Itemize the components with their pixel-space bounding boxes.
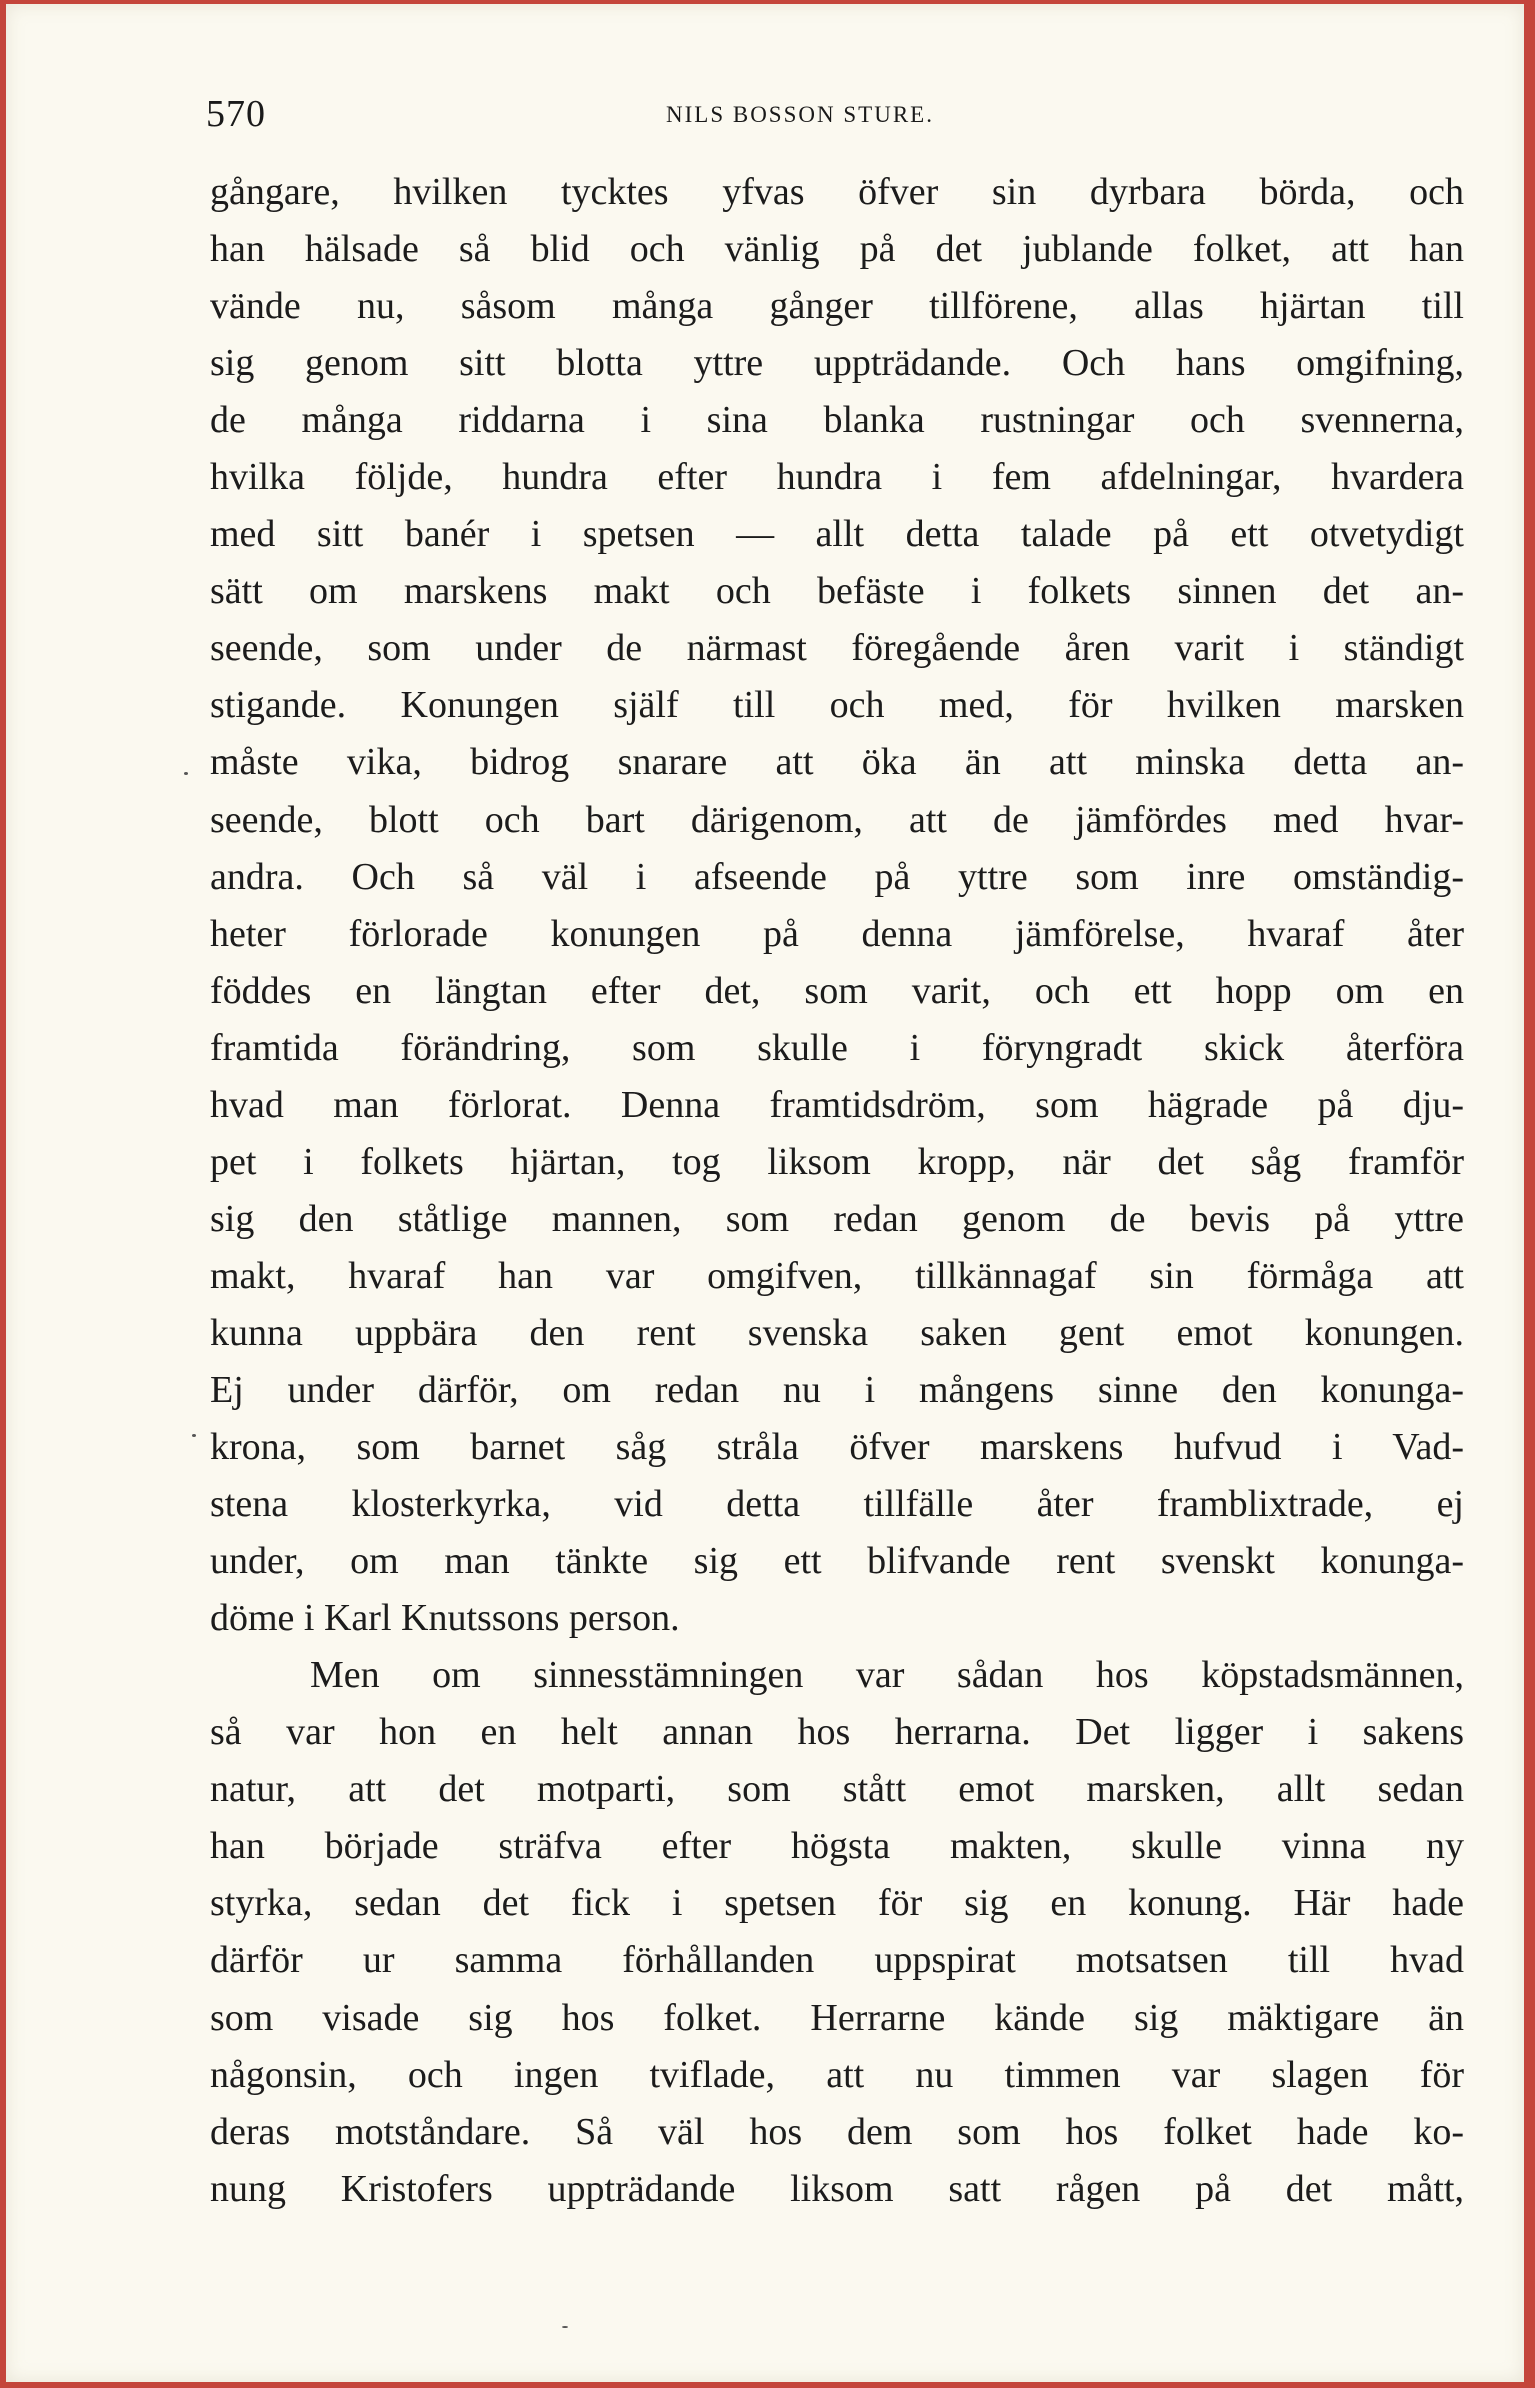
paper-speck [184, 772, 188, 775]
text-line: måste vika, bidrog snarare att öka än att minska detta an- [210, 741, 1464, 784]
text-line: stena klosterkyrka, vid detta tillfälle åter framblixtrade, ej [210, 1483, 1464, 1526]
text-line: pet i folkets hjärtan, tog liksom kropp, när det såg framför [210, 1140, 1464, 1183]
text-line: sig genom sitt blotta yttre uppträdande. Och hans omgifning, [210, 342, 1464, 385]
body-text [210, 164, 1464, 2218]
text-line: Ej under därför, om redan nu i mångens sinne den konunga- [210, 1368, 1464, 1411]
text-line: med sitt banér i spetsen — allt detta talade på ett otvetydigt [210, 513, 1464, 556]
running-title: NILS BOSSON STURE. [666, 102, 934, 127]
paragraph-start-line: Men om sinnesstämningen var sådan hos köpstadsmännen, [310, 1654, 1464, 1697]
running-head [206, 92, 1468, 142]
text-line: andra. Och så väl i afseende på yttre som inre omständig- [210, 855, 1464, 898]
text-line: så var hon en helt annan hos herrarna. Det ligger i sakens [210, 1711, 1464, 1754]
text-line: seende, som under de närmast föregående åren varit i ständigt [210, 627, 1464, 670]
text-line: därför ur samma förhållanden uppspirat motsatsen till hvad [210, 1939, 1464, 1982]
text-line: framtida förändring, som skulle i föryngradt skick återföra [210, 1026, 1464, 1069]
text-line: nung Kristofers uppträdande liksom satt rågen på det mått, [210, 2167, 1464, 2210]
text-line: som visade sig hos folket. Herrarne kände sig mäktigare än [210, 1996, 1464, 2039]
text-line: under, om man tänkte sig ett blifvande rent svenskt konunga- [210, 1540, 1464, 1583]
text-line: seende, blott och bart därigenom, att de jämfördes med hvar- [210, 798, 1464, 841]
text-line: styrka, sedan det fick i spetsen för sig en konung. Här hade [210, 1882, 1464, 1925]
text-line: de många riddarna i sina blanka rustningar och svennerna, [210, 399, 1464, 442]
text-line: han hälsade så blid och vänlig på det jublande folket, att han [210, 228, 1464, 271]
text-line: gångare, hvilken tycktes yfvas öfver sin dyrbara börda, och [210, 171, 1464, 213]
text-line: sätt om marskens makt och befäste i folkets sinnen det an- [210, 570, 1464, 613]
text-line: makt, hvaraf han var omgifven, tillkännagaf sin förmåga att [210, 1254, 1464, 1297]
text-line: hvilka följde, hundra efter hundra i fem afdelningar, hvardera [210, 456, 1464, 499]
text-line: krona, som barnet såg stråla öfver marskens hufvud i Vad- [210, 1426, 1464, 1469]
paper-speck [562, 2326, 568, 2328]
text-line: vände nu, såsom många gånger tillförene, allas hjärtan till [210, 285, 1464, 328]
text-line: han började sträfva efter högsta makten, skulle vinna ny [210, 1825, 1464, 1868]
paragraph-end-line: döme i Karl Knutssons person. [210, 1597, 680, 1640]
text-line: hvad man förlorat. Denna framtidsdröm, som hägrade på dju- [210, 1083, 1464, 1126]
text-line: kunna uppbära den rent svenska saken gent emot konungen. [210, 1311, 1464, 1354]
text-line: stigande. Konungen själf till och med, för hvilken marsken [210, 684, 1464, 727]
text-line: heter förlorade konungen på denna jämförelse, hvaraf åter [210, 912, 1464, 955]
page-number: 570 [206, 93, 266, 135]
text-line: någonsin, och ingen tviflade, att nu timmen var slagen för [210, 2053, 1464, 2096]
text-line: deras motståndare. Så väl hos dem som hos folket hade ko- [210, 2110, 1464, 2153]
text-line: sig den ståtlige mannen, som redan genom de bevis på yttre [210, 1197, 1464, 1240]
book-page [6, 4, 1524, 2382]
text-line: föddes en längtan efter det, som varit, och ett hopp om en [210, 969, 1464, 1012]
text-line: natur, att det motparti, som stått emot marsken, allt sedan [210, 1768, 1464, 1811]
paper-speck [192, 1434, 196, 1437]
